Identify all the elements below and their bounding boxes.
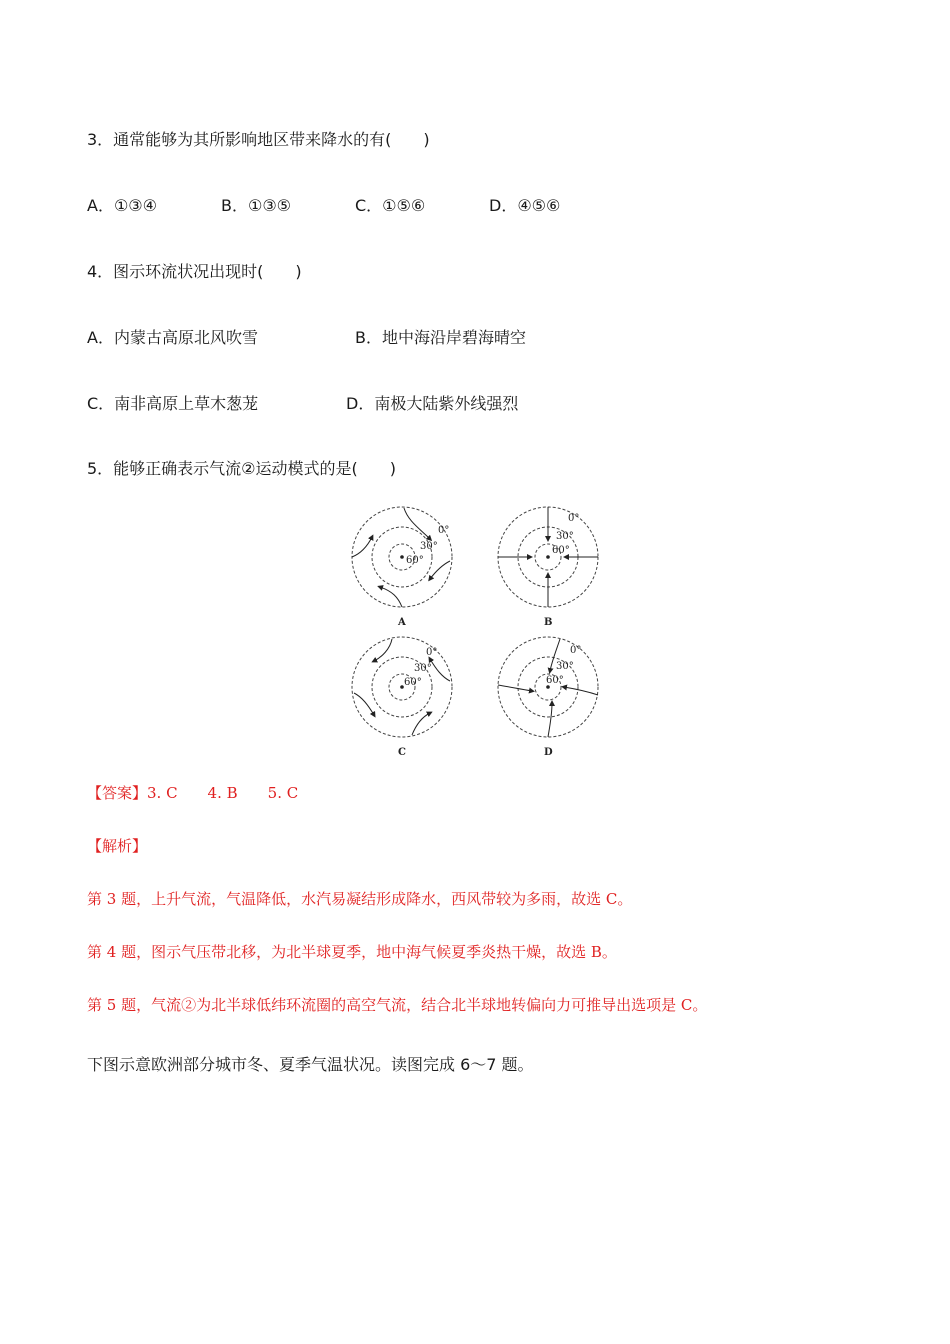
arrow-c4 bbox=[430, 659, 450, 681]
deg-0: 0° bbox=[426, 647, 438, 658]
arrow-a3 bbox=[380, 587, 402, 607]
arrow-d4 bbox=[564, 687, 598, 695]
analysis-item-5: 第 5 题，气流②为北半球低纬环流圈的高空气流，结合北半球地转偏向力可推导出选项是 C。 bbox=[87, 996, 708, 1014]
arrow-d3 bbox=[548, 703, 552, 737]
q3-option-a: A．①③④ bbox=[87, 196, 157, 215]
deg-0: 0° bbox=[438, 525, 450, 536]
panel-label-a: A bbox=[398, 617, 406, 628]
deg-60: 60° bbox=[552, 545, 570, 556]
arrow-a4 bbox=[430, 561, 450, 579]
deg-30: 30° bbox=[556, 661, 574, 672]
question-3-stem: 3．通常能够为其所影响地区带来降水的有( ) bbox=[87, 130, 430, 149]
circulation-diagrams-svg bbox=[340, 505, 610, 765]
arrow-d2 bbox=[498, 685, 532, 691]
deg-0: 0° bbox=[568, 513, 580, 524]
analysis-heading: 【解析】 bbox=[87, 837, 148, 855]
deg-60: 60° bbox=[546, 675, 564, 686]
analysis-item-4: 第 4 题，图示气压带北移，为北半球夏季，地中海气候夏季炎热干燥，故选 B。 bbox=[87, 943, 617, 961]
deg-0: 0° bbox=[570, 645, 582, 656]
panel-d bbox=[498, 637, 598, 758]
deg-30: 30° bbox=[414, 663, 432, 674]
q3-option-c: C．①⑤⑥ bbox=[355, 196, 426, 215]
panel-c bbox=[352, 637, 452, 758]
arrow-a2 bbox=[352, 537, 372, 557]
pole-dot bbox=[400, 555, 404, 559]
panel-b bbox=[498, 507, 598, 628]
arrow-c2 bbox=[354, 693, 374, 715]
q4-option-b: B．地中海沿岸碧海晴空 bbox=[355, 328, 526, 347]
analysis-item-3: 第 3 题，上升气流，气温降低，水汽易凝结形成降水，西风带较为多雨，故选 C。 bbox=[87, 890, 633, 908]
arrow-c3 bbox=[412, 713, 430, 735]
deg-60: 60° bbox=[404, 677, 422, 688]
wind-circulation-figure bbox=[340, 505, 610, 765]
q3-option-b: B．①③⑤ bbox=[221, 196, 292, 215]
deg-60: 60° bbox=[406, 555, 424, 566]
q4-option-d: D．南极大陆紫外线强烈 bbox=[346, 394, 519, 413]
question-5-stem: 5．能够正确表示气流②运动模式的是( ) bbox=[87, 459, 397, 478]
panel-label-c: C bbox=[398, 747, 406, 758]
next-section-intro: 下图示意欧洲部分城市冬、夏季气温状况。读图完成 6～7 题。 bbox=[87, 1055, 534, 1074]
question-4-stem: 4．图示环流状况出现时( ) bbox=[87, 262, 302, 281]
panel-a bbox=[352, 507, 452, 628]
panel-label-d: D bbox=[544, 747, 553, 758]
deg-30: 30° bbox=[420, 541, 438, 552]
q4-option-c: C．南非高原上草木葱茏 bbox=[87, 394, 259, 413]
panel-label-b: B bbox=[544, 617, 553, 628]
q3-option-d: D．④⑤⑥ bbox=[489, 196, 561, 215]
pole-dot bbox=[546, 555, 550, 559]
deg-30: 30° bbox=[556, 531, 574, 542]
q4-option-a: A．内蒙古高原北风吹雪 bbox=[87, 328, 258, 347]
arrow-c1 bbox=[374, 639, 392, 661]
answer-line: 【答案】3. C 4. B 5. C bbox=[87, 784, 299, 802]
